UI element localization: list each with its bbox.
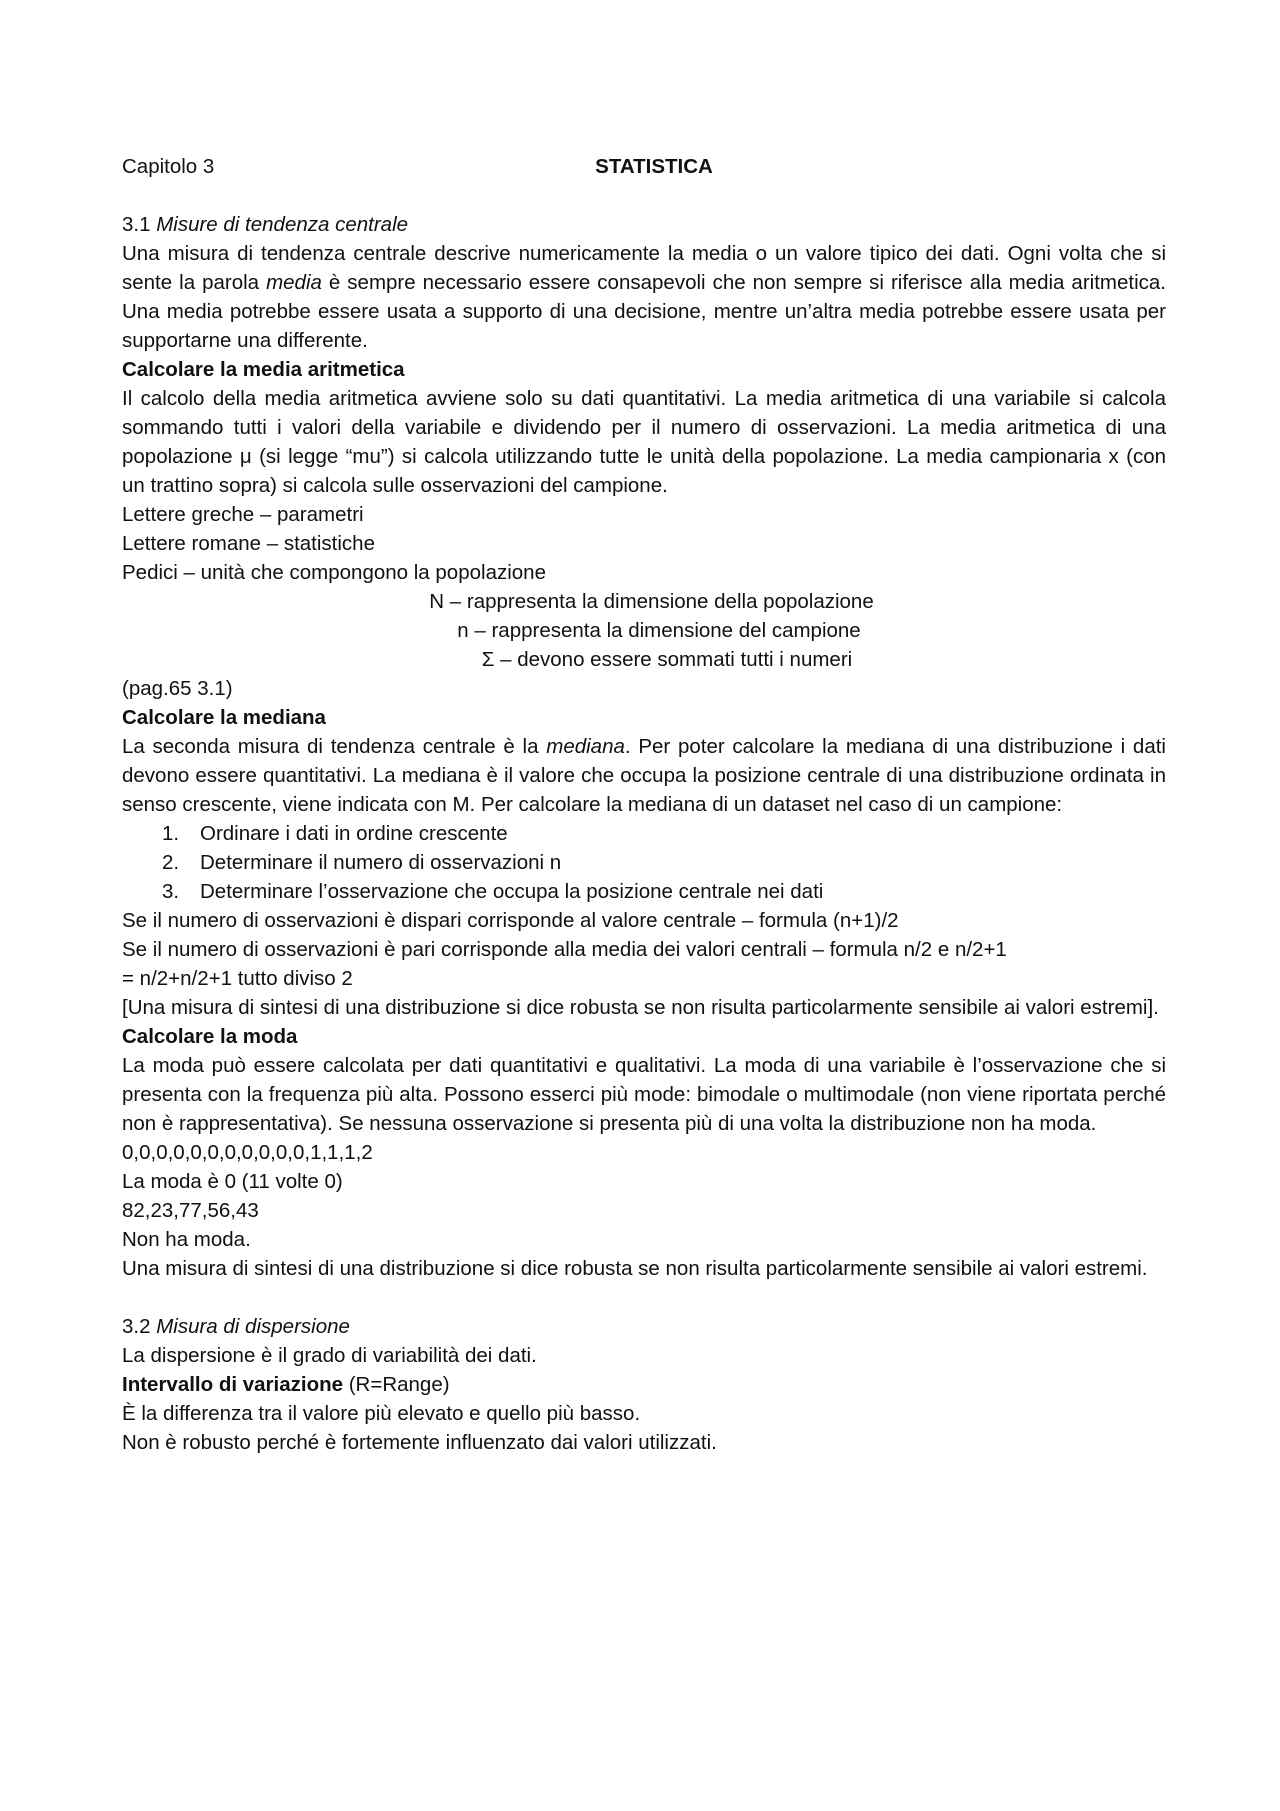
mean-heading: Calcolare la media aritmetica — [122, 358, 405, 381]
chapter-label: Capitolo 3 — [122, 155, 215, 178]
subscripts-line: Pedici – unità che compongono la popolazione — [122, 561, 546, 584]
mode-example-data-1: 0,0,0,0,0,0,0,0,0,0,0,1,1,1,2 — [122, 1141, 373, 1164]
range-heading: Intervallo di variazione — [122, 1373, 344, 1396]
intro-emphasis: media — [266, 271, 322, 294]
list-number: 1. — [162, 822, 180, 845]
mode-example-data-2: 82,23,77,56,43 — [122, 1199, 259, 1222]
section-heading-3-1 — [122, 210, 1166, 239]
page-reference: (pag.65 3.1) — [122, 677, 233, 700]
median-steps-list — [122, 819, 1166, 906]
list-text: Ordinare i dati in ordine crescente — [200, 822, 508, 845]
section-number: 3.2 — [122, 1315, 157, 1338]
list-text: Determinare l’osservazione che occupa la posizione centrale nei dati — [200, 880, 824, 903]
list-item — [122, 848, 1166, 877]
list-item — [122, 877, 1166, 906]
list-number: 2. — [162, 851, 180, 874]
median-odd-rule: Se il numero di osservazioni è dispari corrisponde al valore centrale – formula (n+1)/2 — [122, 909, 899, 932]
intro-paragraph — [122, 239, 1166, 355]
intro-text-a: Una misura di tendenza centrale descrive numericamente la media o un valore tipico dei dati. Ogni volta che si sente la parola — [122, 242, 1166, 294]
section-title: Misura di dispersione — [156, 1315, 350, 1338]
list-number: 3. — [162, 880, 180, 903]
section-title: Misure di tendenza centrale — [156, 213, 409, 236]
mode-heading: Calcolare la moda — [122, 1025, 298, 1048]
notation-sigma: Σ – devono essere sommati tutti i numeri — [481, 648, 853, 671]
dispersion-definition: La dispersione è il grado di variabilità dei dati. — [122, 1344, 537, 1367]
intro-text-b: è sempre necessario essere consapevoli che non sempre si riferisce alla media aritmetica. Una media potrebbe essere usata a supporto di una decisione, mentre un’altra media potrebbe essere usata per supportarne una differente. — [122, 271, 1166, 352]
median-emphasis: mediana — [546, 735, 625, 758]
section-heading-3-2 — [122, 1312, 1166, 1341]
range-heading-line — [122, 1370, 1166, 1399]
mode-robust-note: Una misura di sintesi di una distribuzione si dice robusta se non risulta particolarmente sensibile ai valori estremi. — [122, 1257, 1148, 1280]
median-even-rule: Se il numero di osservazioni è pari corrisponde alla media dei valori centrali – formula n/2 e n/2+1 — [122, 938, 1007, 961]
section-number: 3.1 — [122, 213, 157, 236]
list-item — [122, 819, 1166, 848]
median-paragraph — [122, 732, 1166, 819]
mean-paragraph: Il calcolo della media aritmetica avviene solo su dati quantitativi. La media aritmetica di una variabile si calcola sommando tutti i valori della variabile e dividendo per il numero di osservazioni. La media aritmetica di una popolazione μ (si legge “mu”) si calcola utilizzando tutte le unità della popolazione. La media campionaria x (con un trattino sopra) si calcola sulle osservazioni del campione. — [122, 387, 1166, 497]
median-heading: Calcolare la mediana — [122, 706, 326, 729]
median-text-a: La seconda misura di tendenza centrale è la — [122, 735, 547, 758]
spacer — [122, 181, 1166, 210]
roman-letters-line: Lettere romane – statistiche — [122, 532, 375, 555]
mode-example-result-2: Non ha moda. — [122, 1228, 251, 1251]
robust-note: [Una misura di sintesi di una distribuzione si dice robusta se non risulta particolarmente sensibile ai valori estremi]. — [122, 996, 1159, 1019]
range-robustness: Non è robusto perché è fortemente influenzato dai valori utilizzati. — [122, 1431, 717, 1454]
median-text-b: . Per poter calcolare la mediana di una distribuzione i dati devono essere quantitativi. La mediana è il valore che occupa la posizione centrale di una distribuzione ordinata in senso crescente, viene indicata con M. Per calcolare la mediana di un dataset nel caso di un campione: — [122, 735, 1166, 816]
document-body — [122, 152, 1166, 1457]
mode-example-result-1: La moda è 0 (11 volte 0) — [122, 1170, 343, 1193]
range-definition: È la differenza tra il valore più elevato e quello più basso. — [122, 1402, 641, 1425]
greek-letters-line: Lettere greche – parametri — [122, 503, 364, 526]
notation-N: N – rappresenta la dimensione della popolazione — [429, 590, 874, 613]
notation-n: n – rappresenta la dimensione del campione — [457, 619, 861, 642]
range-note: (R=Range) — [343, 1373, 450, 1396]
spacer — [122, 1283, 1166, 1312]
median-formula: = n/2+n/2+1 tutto diviso 2 — [122, 967, 353, 990]
mode-paragraph: La moda può essere calcolata per dati quantitativi e qualitativi. La moda di una variabile è l’osservazione che si presenta con la frequenza più alta. Possono esserci più mode: bimodale o multimodale (non viene riportata perché non è rappresentativa). Se nessuna osservazione si presenta più di una volta la distribuzione non ha moda. — [122, 1054, 1166, 1135]
page-title: STATISTICA — [595, 155, 713, 178]
list-text: Determinare il numero di osservazioni n — [200, 851, 562, 874]
